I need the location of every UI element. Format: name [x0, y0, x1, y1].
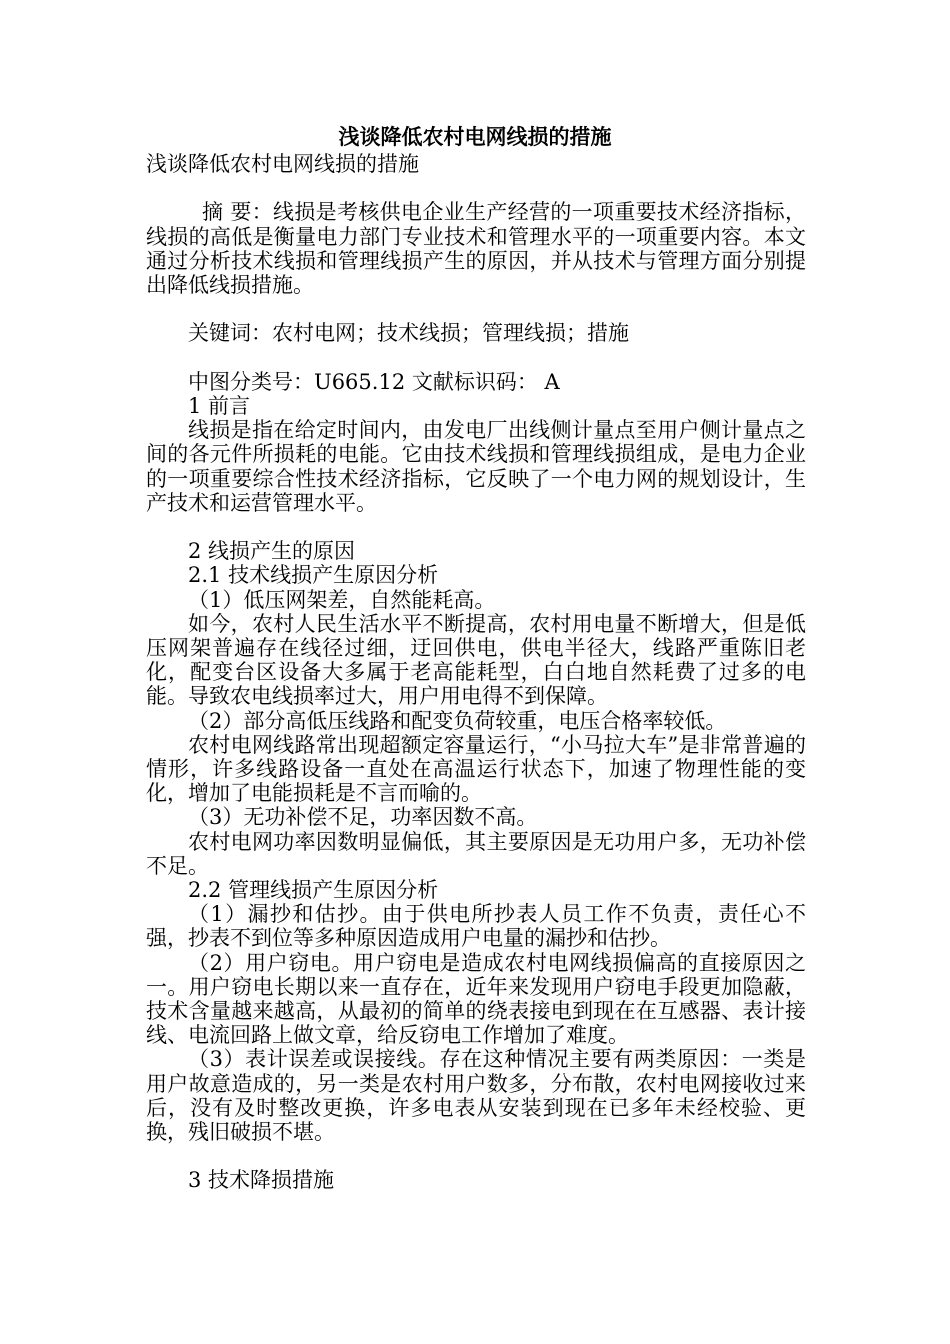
spacer — [146, 515, 806, 539]
item-1-body: 如今，农村人民生活水平不断提高，农村用电量不断增大，但是低压网架普遍存在线径过细，迂回供电，供电半径大，线路严重陈旧老化，配变台区设备大多属于老高能耗型，白白地自然耗费了过多的电能。导致农电线损率过大，用户用电得不到保障。 — [146, 611, 806, 709]
spacer — [146, 297, 806, 321]
item-3-body: 农村电网功率因数明显偏低，其主要原因是无功用户多，无功补偿不足。 — [146, 829, 806, 878]
document-subtitle: 浅谈降低农村电网线损的措施 — [146, 152, 419, 176]
item-2-body: 农村电网线路常出现超额定容量运行，“小马拉大车”是非常普遍的情形，许多线路设备一直处在高温运行状态下，加速了物理性能的变化，增加了电能损耗是不言而喻的。 — [146, 732, 806, 806]
document-body — [146, 152, 806, 1193]
section-1-heading: 1 前言 — [188, 393, 251, 418]
item-3-title: （3）无功补偿不足，功率因数不高。 — [188, 805, 538, 830]
management-item-1: （1）漏抄和估抄。由于供电所抄表人员工作不负责，责任心不强，抄表不到位等多种原因造成用户电量的漏抄和估抄。 — [146, 902, 806, 951]
section-2-2-heading: 2.2 管理线损产生原因分析 — [188, 878, 439, 903]
abstract-paragraph: 摘 要：线损是考核供电企业生产经营的一项重要技术经济指标，线损的高低是衡量电力部门专业技术和管理水平的一项重要内容。本文通过分析技术线损和管理线损产生的原因，并从技术与管理方面分别提出降低线损措施。 — [146, 200, 806, 297]
section-3-heading: 3 技术降损措施 — [188, 1168, 335, 1193]
spacer — [146, 346, 806, 370]
document-title: 浅谈降低农村电网线损的措施 — [338, 125, 612, 149]
keywords-paragraph: 关键词：农村电网；技术线损；管理线损；措施 — [188, 321, 629, 346]
classification-paragraph: 中图分类号：U665.12 文献标识码： A — [188, 369, 560, 394]
management-item-2: （2）用户窃电。用户窃电是造成农村电网线损偏高的直接原因之一。用户窃电长期以来一直存在，近年来发现用户窃电手段更加隐蔽，技术含量越来越高，从最初的简单的绕表接电到现在在互感器、表计接线、电流回路上做文章，给反窃电工作增加了难度。 — [146, 950, 806, 1048]
item-2-title: （2）部分高低压线路和配变负荷较重，电压合格率较低。 — [188, 708, 727, 733]
section-1-paragraph: 线损是指在给定时间内，由发电厂出线侧计量点至用户侧计量点之间的各元件所损耗的电能。它由技术线损和管理线损组成，是电力企业的一项重要综合性技术经济指标，它反映了一个电力网的规划设计，生产技术和运营管理水平。 — [146, 418, 806, 515]
management-item-3: （3）表计误差或误接线。存在这种情况主要有两类原因：一类是用户故意造成的，另一类是农村用户数多，分布散，农村电网接收过来后，没有及时整改更换，许多电表从安装到现在已多年未经校验、更换，残旧破损不堪。 — [146, 1047, 806, 1145]
spacer — [146, 176, 806, 200]
section-2-1-heading: 2.1 技术线损产生原因分析 — [188, 563, 439, 588]
spacer — [146, 1144, 806, 1168]
item-1-title: （1）低压网架差，自然能耗高。 — [188, 587, 496, 612]
section-2-heading: 2 线损产生的原因 — [188, 539, 356, 564]
